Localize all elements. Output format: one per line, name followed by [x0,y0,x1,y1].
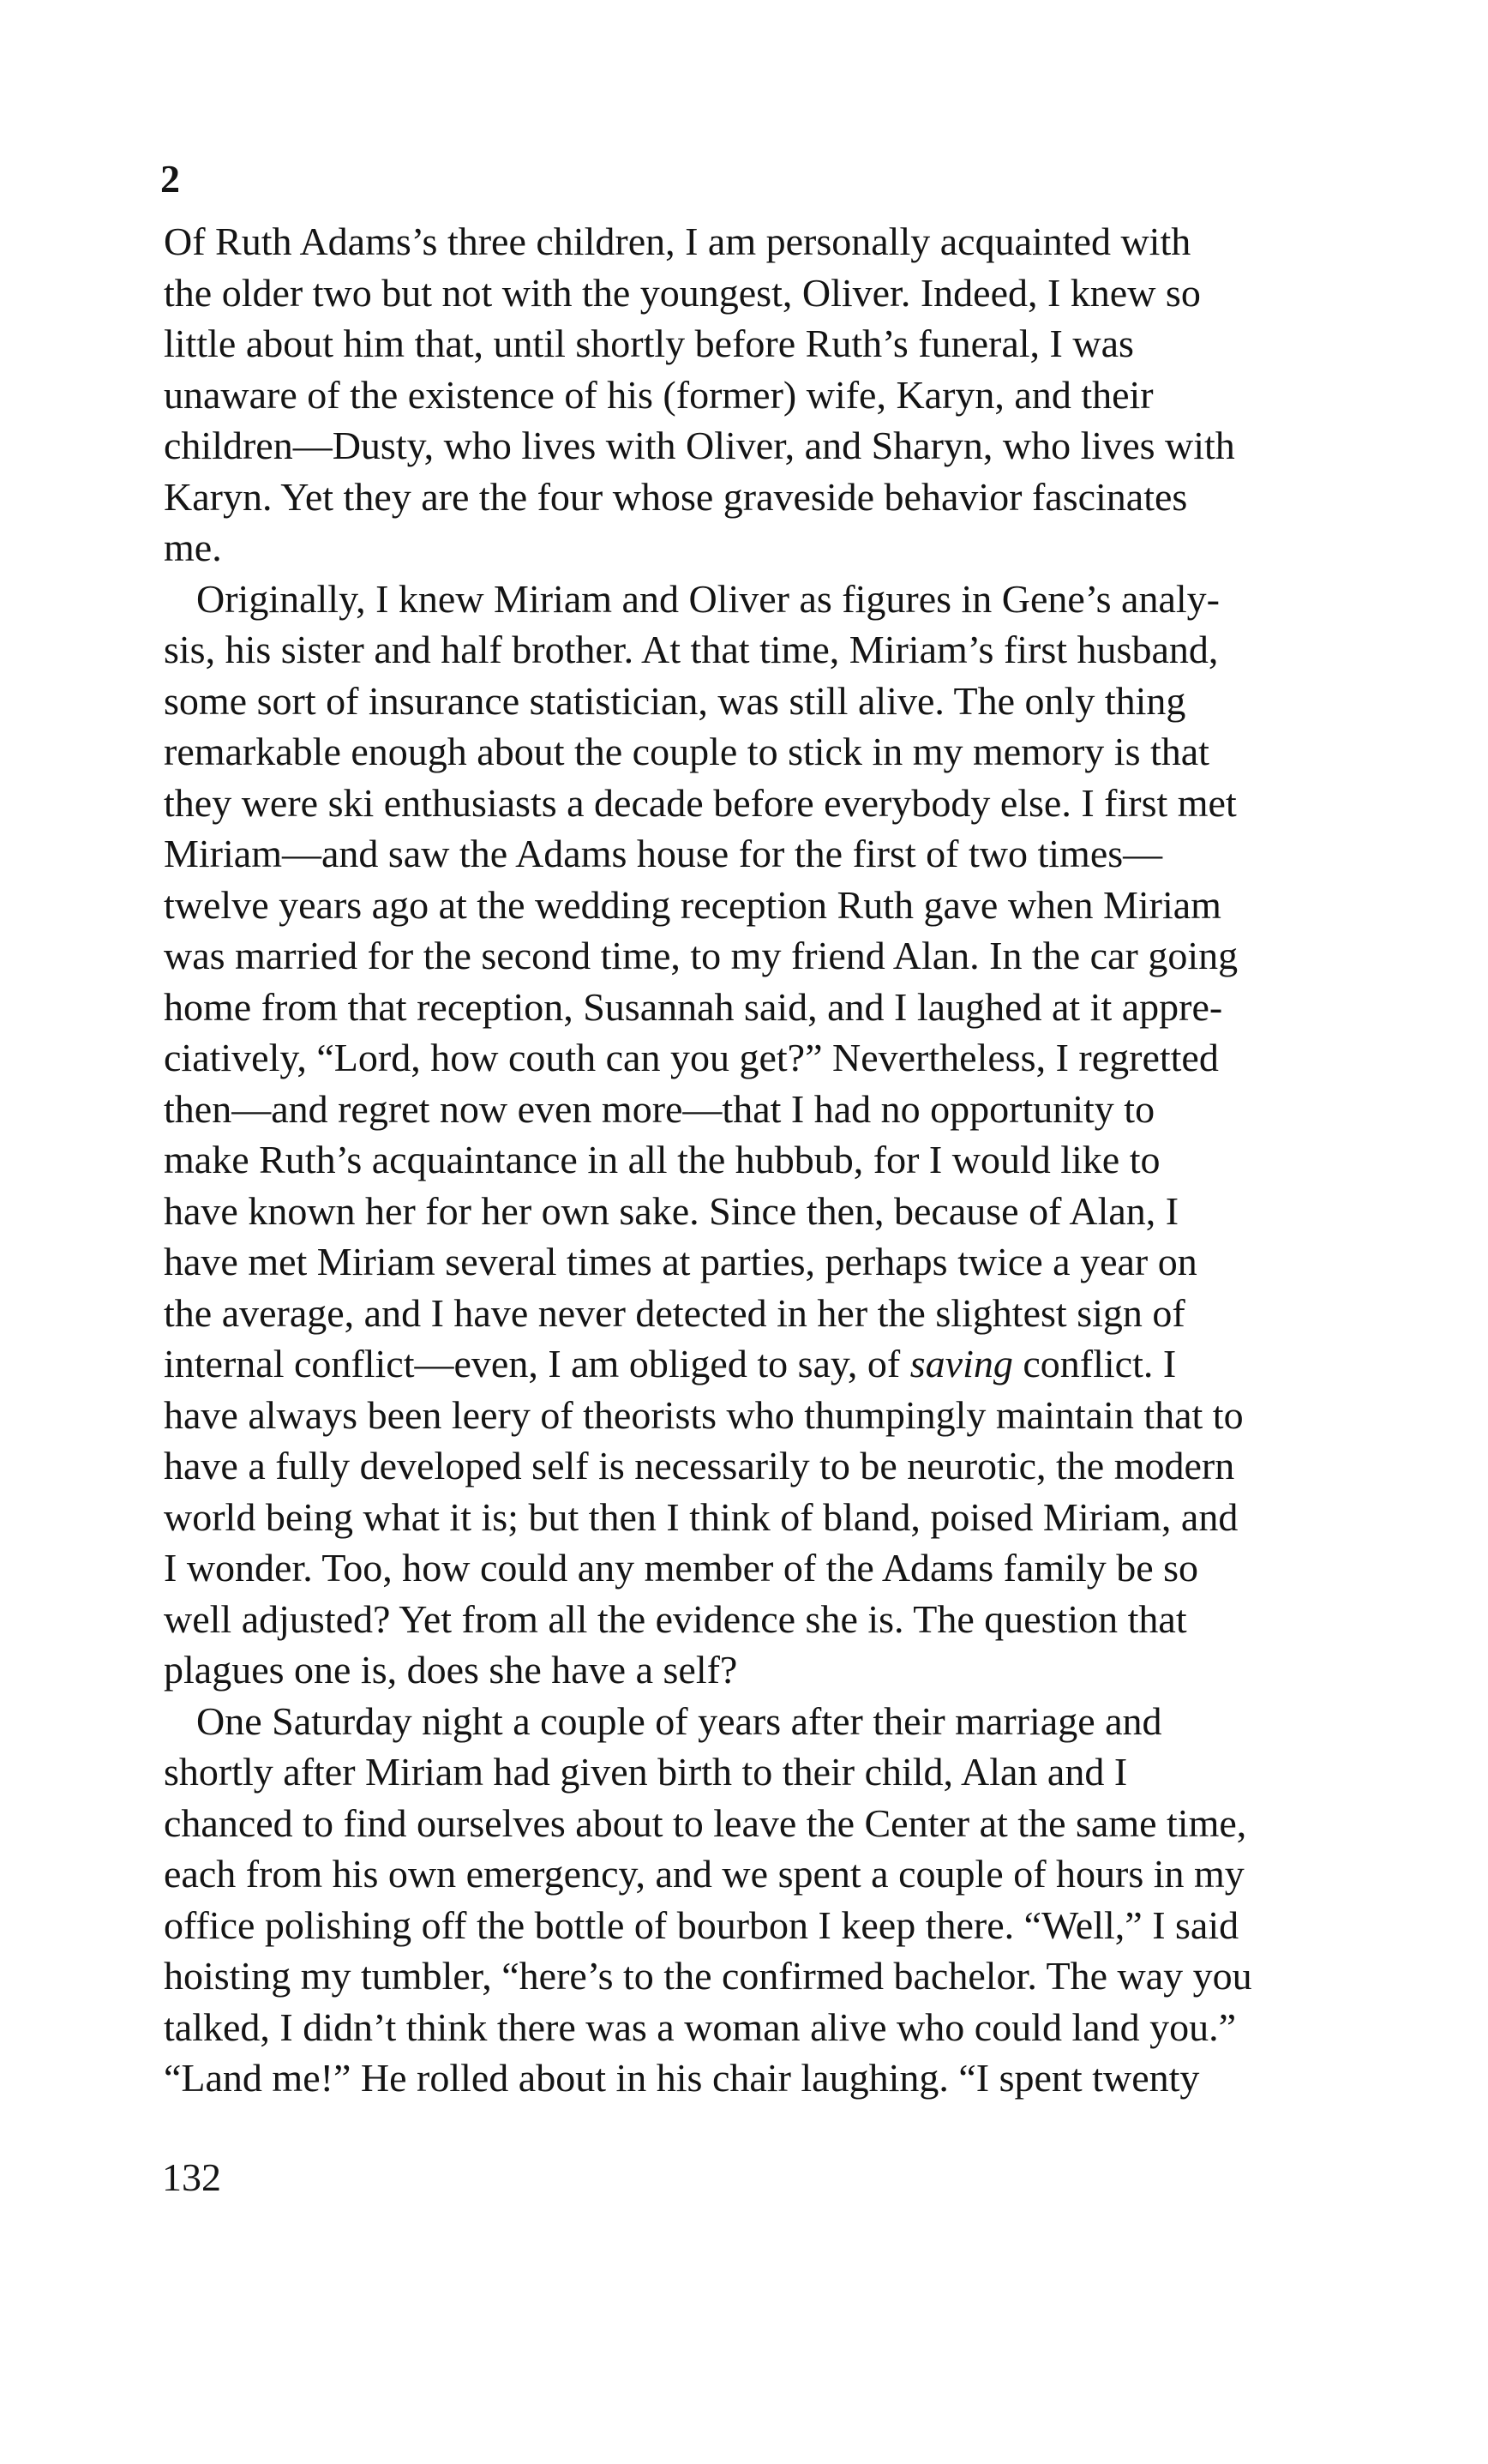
text-line-content: “Land me!” He rolled about in his chair laughing. “I spent twenty [164,2056,1200,2100]
text-line-content: plagues one is, does she have a self? [164,1648,738,1692]
text-line [164,267,1347,319]
text-line [164,880,1347,931]
text-line-content: world being what it is; but then I think of bland, poised Miriam, and [164,1494,1239,1539]
text-line-content: remarkable enough about the couple to stick in my memory is that [164,730,1209,773]
text-line-content: me. [164,526,222,569]
text-line-content: unaware of the existence of his (former) wife, Karyn, and their [164,372,1154,417]
text-line [164,318,1347,370]
text-line-content: have always been leery of theorists who thumpingly maintain that to [164,1392,1244,1437]
text-line [164,370,1347,421]
text-line [164,420,1347,472]
text-line [164,1084,1347,1135]
text-line [164,216,1347,267]
text-line-content: hoisting my tumbler, “here’s to the confirmed bachelor. The way you [164,1954,1252,1998]
text-line-content: home from that reception, Susannah said, and I laughed at it appre- [164,984,1223,1029]
text-line [164,1950,1347,2002]
text-line-content: have known her for her own sake. Since then, because of Alan, I [164,1188,1179,1233]
text-line [164,1236,1347,1288]
text-line [164,1798,1347,1849]
text-line [164,726,1347,778]
text-line-content: Karyn. Yet they are the four whose graveside behavior fascinates [164,474,1188,519]
text-line [164,1338,1347,1390]
text-line [164,676,1347,727]
text-line [164,1440,1347,1492]
text-line-content: then—and regret now even more—that I had no opportunity to [164,1086,1155,1131]
text-line-content: the older two but not with the youngest, Oliver. Indeed, I knew so [164,270,1201,315]
text-line [164,2052,1347,2104]
text-line [164,1696,1347,1747]
text-line [164,1848,1347,1900]
text-line-content: I wonder. Too, how could any member of the Adams family be so [164,1546,1199,1590]
text-line [164,574,1347,625]
text-line-content: little about him that, until shortly before Ruth’s funeral, I was [164,322,1134,365]
text-line-content: Miriam—and saw the Adams house for the first of two times— [164,832,1163,875]
text-line [164,778,1347,829]
text-line [164,1492,1347,1543]
page-number: 132 [162,2155,221,2199]
text-line-content: ciatively, “Lord, how couth can you get?” Nevertheless, I regretted [164,1036,1219,1079]
text-line [164,1134,1347,1186]
text-line [164,1288,1347,1339]
text-line-content: have a fully developed self is necessarily to be neurotic, the modern [164,1444,1235,1487]
text-line-content: each from his own emergency, and we spent a couple of hours in my [164,1852,1245,1896]
text-line-content: office polishing off the bottle of bourbon I keep there. “Well,” I said [164,1902,1239,1947]
text-line-content: was married for the second time, to my friend Alan. In the car going [164,934,1239,977]
text-line [164,624,1347,676]
text-line [164,1186,1347,1237]
text-line-content: sis, his sister and half brother. At that time, Miriam’s first husband, [164,628,1219,671]
text-line-content: chanced to find ourselves about to leave the Center at the same time, [164,1800,1247,1845]
text-line [164,930,1347,982]
text-line-content: well adjusted? Yet from all the evidence she is. The question that [164,1596,1187,1641]
emphasized-word: saving [909,1342,1013,1385]
text-line-tail: conflict. I [1012,1342,1177,1385]
text-line [164,828,1347,880]
text-line-content: some sort of insurance statistician, was still alive. The only thing [164,678,1186,723]
text-line [164,1390,1347,1441]
text-line-content: the average, and I have never detected in her the slightest sign of [164,1290,1185,1335]
body-text [164,216,1347,2104]
text-line [164,1032,1347,1084]
text-line [164,522,1347,574]
text-line-content: children—Dusty, who lives with Oliver, and Sharyn, who lives with [164,424,1235,467]
text-line [164,1594,1347,1645]
text-line [164,1900,1347,1951]
text-line-content: Of Ruth Adams’s three children, I am personally acquainted with [164,219,1191,263]
text-line [164,982,1347,1033]
section-number: 2 [160,157,180,201]
text-line-content: they were ski enthusiasts a decade before everybody else. I first met [164,780,1237,825]
text-line-content: talked, I didn’t think there was a woman alive who could land you.” [164,2004,1237,2049]
text-line-content: Originally, I knew Miriam and Oliver as figures in Gene’s analy- [196,576,1220,621]
text-line [164,1542,1347,1594]
text-line-content: One Saturday night a couple of years after their marriage and [196,1698,1162,1743]
text-line-content: twelve years ago at the wedding reception Ruth gave when Miriam [164,882,1221,927]
text-line-content: internal conflict—even, I am obliged to say, of [164,1342,910,1385]
text-line [164,472,1347,523]
text-line [164,1746,1347,1798]
text-line-content: have met Miriam several times at parties, perhaps twice a year on [164,1240,1197,1283]
text-line-content: make Ruth’s acquaintance in all the hubbub, for I would like to [164,1138,1161,1181]
text-line [164,1644,1347,1696]
text-line-content: shortly after Miriam had given birth to their child, Alan and I [164,1750,1128,1794]
text-line [164,2002,1347,2053]
